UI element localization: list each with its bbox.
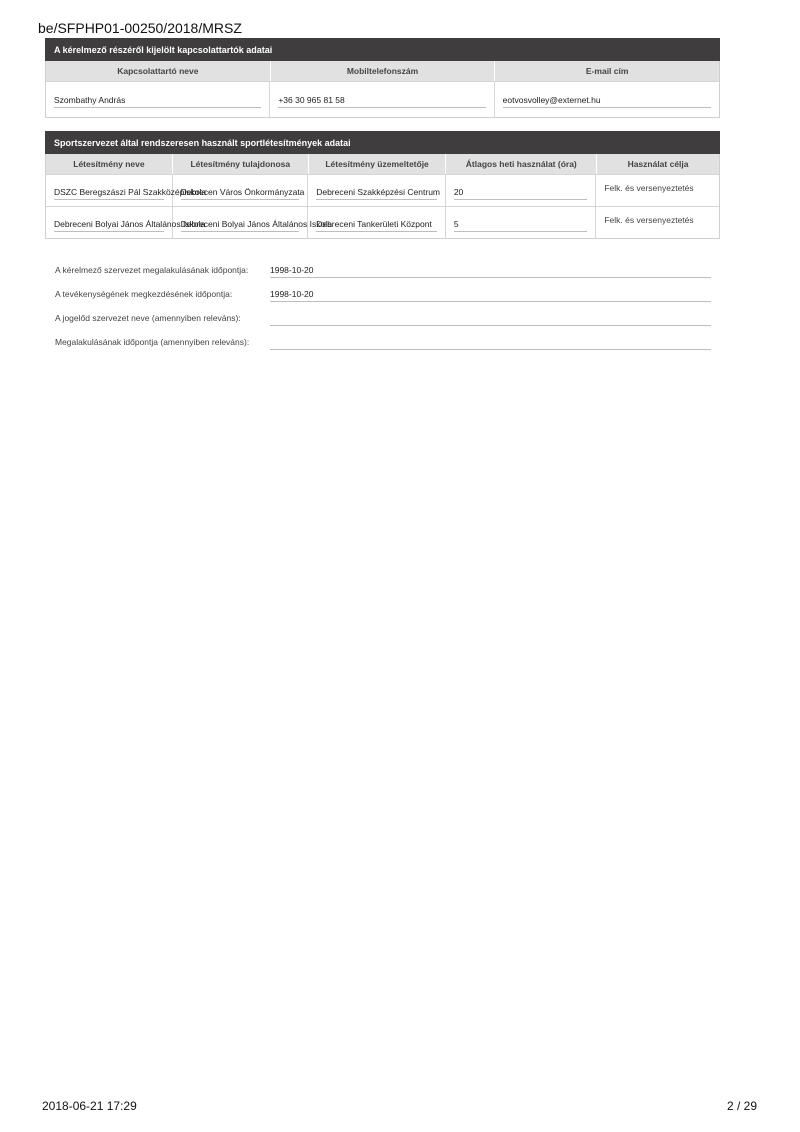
mobile-field[interactable]: +36 30 965 81 58 [278,95,485,108]
column-header-email: E-mail cím [495,61,719,81]
facilities-section [45,131,720,239]
column-header-weekly-usage: Átlagos heti használat (óra) [446,154,597,174]
activity-start-label: A tevékenységének megkezdésének időpontja: [55,289,233,299]
section-title: Sportszervezet által rendszeresen használt sportlétesítmények adatai [45,131,720,154]
facility-operator-field[interactable]: Debreceni Tankerületi Központ [316,219,437,232]
weekly-usage-field[interactable]: 5 [454,219,588,232]
document-id: be/SFPHP01-00250/2018/MRSZ [38,20,242,36]
table-header-row [46,61,719,81]
founding-date-field[interactable]: 1998-10-20 [270,265,711,278]
predecessor-name-field[interactable] [270,313,711,326]
column-header-contact-name: Kapcsolattartó neve [46,61,271,81]
footer-timestamp: 2018-06-21 17:29 [42,1099,137,1113]
page-number: 2 / 29 [726,1099,757,1113]
table-header-row [46,154,719,174]
contact-name-field[interactable]: Szombathy András [54,95,261,108]
weekly-usage-field[interactable]: 20 [454,187,588,200]
predecessor-founding-label: Megalakulásának időpontja (amennyiben releváns): [55,337,250,347]
contacts-section [45,38,720,118]
founding-date-label: A kérelmező szervezet megalakulásának időpontja: [55,265,249,275]
column-header-facility-name: Létesítmény neve [46,154,173,174]
facility-operator-field[interactable]: Debreceni Szakképzési Centrum [316,187,437,200]
facility-owner-field[interactable]: Debreceni Bolyai János Általános Iskola [181,219,300,232]
facility-name-field[interactable]: DSZC Beregszászi Pál Szakközépiskola [54,187,164,200]
predecessor-name-label: A jogelőd szervezet neve (amennyiben releváns): [55,313,241,323]
table-row [46,206,719,238]
facilities-table [45,154,720,239]
table-row [46,174,719,206]
column-header-facility-operator: Létesítmény üzemeltetője [309,154,447,174]
table-row [46,81,719,117]
predecessor-founding-field[interactable] [270,337,711,350]
column-header-mobile: Mobiltelefonszám [271,61,496,81]
column-header-facility-owner: Létesítmény tulajdonosa [173,154,309,174]
contacts-table [45,61,720,118]
facility-name-field[interactable]: Debreceni Bolyai János Általános Iskola [54,219,164,232]
column-header-usage-purpose: Használat célja [597,154,719,174]
email-field[interactable]: eotvosvolley@externet.hu [503,95,711,108]
section-title: A kérelmező részéről kijelölt kapcsolattartók adatai [45,38,720,61]
facility-owner-field[interactable]: Debrecen Város Önkormányzata [181,187,300,200]
activity-start-field[interactable]: 1998-10-20 [270,289,711,302]
usage-purpose-value: Felk. és versenyeztetés [604,183,694,193]
usage-purpose-value: Felk. és versenyeztetés [604,215,694,225]
